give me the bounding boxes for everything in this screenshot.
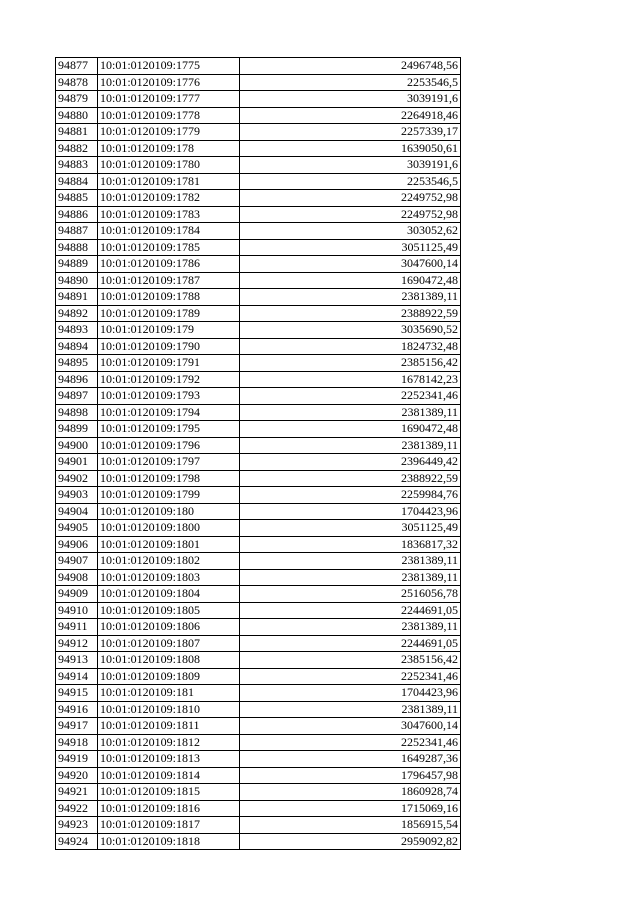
value-cell: 2249752,98 <box>240 190 461 207</box>
row-number-cell: 94878 <box>56 74 98 91</box>
value-cell: 2388922,59 <box>240 470 461 487</box>
table-row <box>56 338 461 355</box>
row-number-cell: 94898 <box>56 404 98 421</box>
row-number-cell: 94919 <box>56 751 98 768</box>
value-cell: 2249752,98 <box>240 206 461 223</box>
table-row <box>56 190 461 207</box>
cadastral-number-cell: 10:01:0120109:1811 <box>98 718 240 735</box>
row-number-cell: 94905 <box>56 520 98 537</box>
value-cell: 2396449,42 <box>240 454 461 471</box>
row-number-cell: 94886 <box>56 206 98 223</box>
value-cell: 2388922,59 <box>240 305 461 322</box>
cadastral-number-cell: 10:01:0120109:1805 <box>98 602 240 619</box>
table-row <box>56 635 461 652</box>
cadastral-number-cell: 10:01:0120109:179 <box>98 322 240 339</box>
row-number-cell: 94889 <box>56 256 98 273</box>
row-number-cell: 94906 <box>56 536 98 553</box>
row-number-cell: 94904 <box>56 503 98 520</box>
cadastral-number-cell: 10:01:0120109:1799 <box>98 487 240 504</box>
cadastral-number-cell: 10:01:0120109:1804 <box>98 586 240 603</box>
value-cell: 2264918,46 <box>240 107 461 124</box>
row-number-cell: 94900 <box>56 437 98 454</box>
table-row <box>56 107 461 124</box>
cadastral-number-cell: 10:01:0120109:1792 <box>98 371 240 388</box>
value-cell: 1796457,98 <box>240 767 461 784</box>
table-row <box>56 289 461 306</box>
row-number-cell: 94894 <box>56 338 98 355</box>
row-number-cell: 94897 <box>56 388 98 405</box>
row-number-cell: 94892 <box>56 305 98 322</box>
cadastral-number-cell: 10:01:0120109:1783 <box>98 206 240 223</box>
cadastral-number-cell: 10:01:0120109:1812 <box>98 734 240 751</box>
row-number-cell: 94923 <box>56 817 98 834</box>
value-cell: 1639050,61 <box>240 140 461 157</box>
cadastral-number-cell: 10:01:0120109:1790 <box>98 338 240 355</box>
table-row <box>56 520 461 537</box>
value-cell: 3051125,49 <box>240 520 461 537</box>
row-number-cell: 94917 <box>56 718 98 735</box>
cadastral-number-cell: 10:01:0120109:1815 <box>98 784 240 801</box>
table-row <box>56 421 461 438</box>
value-cell: 2381389,11 <box>240 553 461 570</box>
row-number-cell: 94920 <box>56 767 98 784</box>
cadastral-number-cell: 10:01:0120109:1808 <box>98 652 240 669</box>
value-cell: 1704423,96 <box>240 685 461 702</box>
table-row <box>56 223 461 240</box>
cadastral-number-cell: 10:01:0120109:1807 <box>98 635 240 652</box>
cadastral-number-cell: 10:01:0120109:1775 <box>98 58 240 75</box>
value-cell: 2252341,46 <box>240 734 461 751</box>
cadastral-number-cell: 10:01:0120109:1779 <box>98 124 240 141</box>
table-row <box>56 256 461 273</box>
row-number-cell: 94913 <box>56 652 98 669</box>
row-number-cell: 94895 <box>56 355 98 372</box>
value-cell: 2381389,11 <box>240 569 461 586</box>
table-row <box>56 74 461 91</box>
table-row <box>56 652 461 669</box>
row-number-cell: 94882 <box>56 140 98 157</box>
value-cell: 3039191,6 <box>240 91 461 108</box>
cadastral-number-cell: 10:01:0120109:1801 <box>98 536 240 553</box>
table-row <box>56 454 461 471</box>
table-row <box>56 619 461 636</box>
cadastral-number-cell: 10:01:0120109:180 <box>98 503 240 520</box>
table-row <box>56 305 461 322</box>
value-cell: 2381389,11 <box>240 619 461 636</box>
cadastral-number-cell: 10:01:0120109:1796 <box>98 437 240 454</box>
value-cell: 1860928,74 <box>240 784 461 801</box>
value-cell: 2381389,11 <box>240 289 461 306</box>
row-number-cell: 94914 <box>56 668 98 685</box>
table-row <box>56 355 461 372</box>
table-row <box>56 553 461 570</box>
value-cell: 2259984,76 <box>240 487 461 504</box>
cadastral-number-cell: 10:01:0120109:1814 <box>98 767 240 784</box>
table-row <box>56 718 461 735</box>
table-row <box>56 536 461 553</box>
value-cell: 2381389,11 <box>240 437 461 454</box>
data-table <box>55 57 461 850</box>
table-row <box>56 668 461 685</box>
value-cell: 2244691,05 <box>240 602 461 619</box>
cadastral-number-cell: 10:01:0120109:178 <box>98 140 240 157</box>
table-row <box>56 91 461 108</box>
row-number-cell: 94901 <box>56 454 98 471</box>
row-number-cell: 94903 <box>56 487 98 504</box>
cadastral-number-cell: 10:01:0120109:1810 <box>98 701 240 718</box>
cadastral-number-cell: 10:01:0120109:1818 <box>98 833 240 850</box>
value-cell: 1690472,48 <box>240 421 461 438</box>
table-row <box>56 487 461 504</box>
cadastral-number-cell: 10:01:0120109:1787 <box>98 272 240 289</box>
value-cell: 3039191,6 <box>240 157 461 174</box>
table-row <box>56 58 461 75</box>
table-row <box>56 124 461 141</box>
table-row <box>56 833 461 850</box>
cadastral-number-cell: 10:01:0120109:1813 <box>98 751 240 768</box>
table-row <box>56 586 461 603</box>
table-row <box>56 701 461 718</box>
row-number-cell: 94899 <box>56 421 98 438</box>
row-number-cell: 94890 <box>56 272 98 289</box>
value-cell: 2244691,05 <box>240 635 461 652</box>
value-cell: 3047600,14 <box>240 256 461 273</box>
row-number-cell: 94910 <box>56 602 98 619</box>
value-cell: 1704423,96 <box>240 503 461 520</box>
row-number-cell: 94921 <box>56 784 98 801</box>
table-row <box>56 602 461 619</box>
cadastral-number-cell: 10:01:0120109:1777 <box>98 91 240 108</box>
row-number-cell: 94879 <box>56 91 98 108</box>
cadastral-number-cell: 10:01:0120109:1798 <box>98 470 240 487</box>
value-cell: 1824732,48 <box>240 338 461 355</box>
value-cell: 2959092,82 <box>240 833 461 850</box>
value-cell: 1836817,32 <box>240 536 461 553</box>
value-cell: 1678142,23 <box>240 371 461 388</box>
value-cell: 2252341,46 <box>240 388 461 405</box>
table-row <box>56 322 461 339</box>
table-row <box>56 817 461 834</box>
value-cell: 1649287,36 <box>240 751 461 768</box>
row-number-cell: 94891 <box>56 289 98 306</box>
cadastral-number-cell: 10:01:0120109:1797 <box>98 454 240 471</box>
value-cell: 2253546,5 <box>240 74 461 91</box>
cadastral-number-cell: 10:01:0120109:1795 <box>98 421 240 438</box>
table-row <box>56 503 461 520</box>
value-cell: 2516056,78 <box>240 586 461 603</box>
table-row <box>56 437 461 454</box>
row-number-cell: 94924 <box>56 833 98 850</box>
row-number-cell: 94922 <box>56 800 98 817</box>
table-row <box>56 157 461 174</box>
cadastral-number-cell: 10:01:0120109:1785 <box>98 239 240 256</box>
cadastral-number-cell: 10:01:0120109:1781 <box>98 173 240 190</box>
table-row <box>56 685 461 702</box>
value-cell: 2496748,56 <box>240 58 461 75</box>
cadastral-number-cell: 10:01:0120109:1793 <box>98 388 240 405</box>
cadastral-number-cell: 10:01:0120109:1791 <box>98 355 240 372</box>
cadastral-number-cell: 10:01:0120109:1809 <box>98 668 240 685</box>
value-cell: 1715069,16 <box>240 800 461 817</box>
cadastral-number-cell: 10:01:0120109:1802 <box>98 553 240 570</box>
cadastral-number-cell: 10:01:0120109:1806 <box>98 619 240 636</box>
value-cell: 2385156,42 <box>240 652 461 669</box>
value-cell: 1690472,48 <box>240 272 461 289</box>
cadastral-number-cell: 10:01:0120109:1786 <box>98 256 240 273</box>
row-number-cell: 94909 <box>56 586 98 603</box>
row-number-cell: 94880 <box>56 107 98 124</box>
cadastral-number-cell: 10:01:0120109:181 <box>98 685 240 702</box>
table-row <box>56 371 461 388</box>
table-row <box>56 734 461 751</box>
row-number-cell: 94908 <box>56 569 98 586</box>
value-cell: 3035690,52 <box>240 322 461 339</box>
row-number-cell: 94902 <box>56 470 98 487</box>
value-cell: 2385156,42 <box>240 355 461 372</box>
table-body <box>56 58 461 850</box>
table-row <box>56 470 461 487</box>
cadastral-number-cell: 10:01:0120109:1780 <box>98 157 240 174</box>
cadastral-number-cell: 10:01:0120109:1817 <box>98 817 240 834</box>
cadastral-number-cell: 10:01:0120109:1803 <box>98 569 240 586</box>
row-number-cell: 94907 <box>56 553 98 570</box>
row-number-cell: 94885 <box>56 190 98 207</box>
table-row <box>56 800 461 817</box>
value-cell: 2381389,11 <box>240 701 461 718</box>
cadastral-number-cell: 10:01:0120109:1776 <box>98 74 240 91</box>
row-number-cell: 94918 <box>56 734 98 751</box>
table-row <box>56 569 461 586</box>
row-number-cell: 94912 <box>56 635 98 652</box>
table-row <box>56 173 461 190</box>
table-row <box>56 140 461 157</box>
cadastral-number-cell: 10:01:0120109:1794 <box>98 404 240 421</box>
table-row <box>56 272 461 289</box>
row-number-cell: 94893 <box>56 322 98 339</box>
table-row <box>56 239 461 256</box>
cadastral-number-cell: 10:01:0120109:1778 <box>98 107 240 124</box>
row-number-cell: 94884 <box>56 173 98 190</box>
row-number-cell: 94896 <box>56 371 98 388</box>
table-row <box>56 751 461 768</box>
cadastral-number-cell: 10:01:0120109:1784 <box>98 223 240 240</box>
table-row <box>56 767 461 784</box>
row-number-cell: 94887 <box>56 223 98 240</box>
cadastral-number-cell: 10:01:0120109:1782 <box>98 190 240 207</box>
row-number-cell: 94883 <box>56 157 98 174</box>
cadastral-number-cell: 10:01:0120109:1789 <box>98 305 240 322</box>
value-cell: 1856915,54 <box>240 817 461 834</box>
cadastral-number-cell: 10:01:0120109:1788 <box>98 289 240 306</box>
value-cell: 3047600,14 <box>240 718 461 735</box>
value-cell: 2253546,5 <box>240 173 461 190</box>
value-cell: 2381389,11 <box>240 404 461 421</box>
value-cell: 303052,62 <box>240 223 461 240</box>
table-row <box>56 784 461 801</box>
table-row <box>56 404 461 421</box>
cadastral-number-cell: 10:01:0120109:1800 <box>98 520 240 537</box>
cadastral-number-cell: 10:01:0120109:1816 <box>98 800 240 817</box>
value-cell: 3051125,49 <box>240 239 461 256</box>
row-number-cell: 94911 <box>56 619 98 636</box>
row-number-cell: 94877 <box>56 58 98 75</box>
row-number-cell: 94888 <box>56 239 98 256</box>
table-row <box>56 206 461 223</box>
row-number-cell: 94915 <box>56 685 98 702</box>
value-cell: 2252341,46 <box>240 668 461 685</box>
row-number-cell: 94881 <box>56 124 98 141</box>
value-cell: 2257339,17 <box>240 124 461 141</box>
table-row <box>56 388 461 405</box>
row-number-cell: 94916 <box>56 701 98 718</box>
